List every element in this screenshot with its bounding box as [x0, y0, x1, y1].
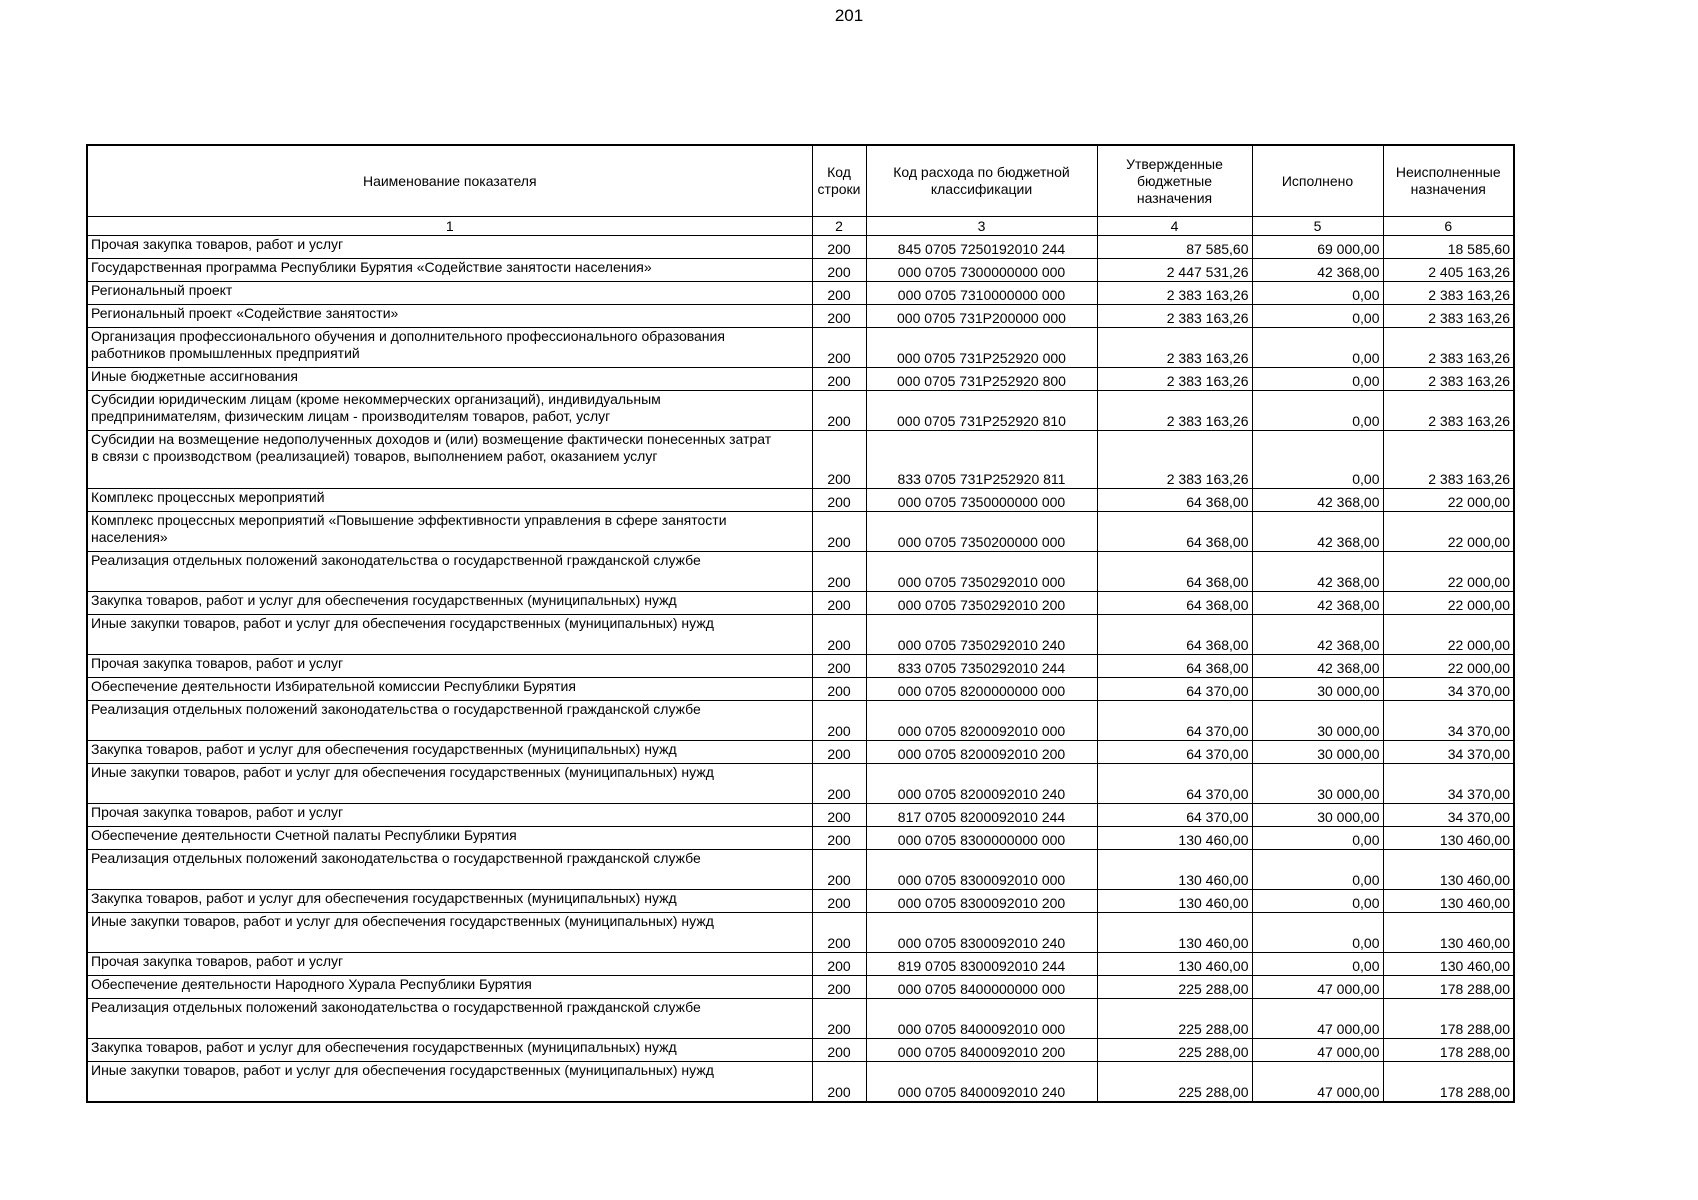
row-class-code: 000 0705 8200092010 000 — [866, 701, 1097, 741]
row-executed: 47 000,00 — [1252, 999, 1383, 1039]
row-approved: 64 370,00 — [1097, 741, 1252, 764]
row-name: Закупка товаров, работ и услуг для обеспечения государственных (муниципальных) нужд — [87, 1039, 812, 1062]
row-approved: 225 288,00 — [1097, 1062, 1252, 1103]
row-approved: 2 383 163,26 — [1097, 431, 1252, 489]
row-class-code: 833 0705 731P252920 811 — [866, 431, 1097, 489]
column-number: 3 — [866, 217, 1097, 236]
row-class-code: 817 0705 8200092010 244 — [866, 804, 1097, 827]
table-row — [87, 976, 1514, 999]
row-line-code: 200 — [812, 489, 866, 512]
row-line-code: 200 — [812, 259, 866, 282]
row-class-code: 000 0705 8200092010 240 — [866, 764, 1097, 804]
row-approved: 2 383 163,26 — [1097, 328, 1252, 368]
row-name: Прочая закупка товаров, работ и услуг — [87, 804, 812, 827]
table-row — [87, 804, 1514, 827]
table-row — [87, 764, 1514, 804]
row-class-code: 000 0705 8400092010 000 — [866, 999, 1097, 1039]
row-approved: 87 585,60 — [1097, 236, 1252, 259]
row-line-code: 200 — [812, 827, 866, 850]
page-number: 201 — [834, 6, 864, 25]
row-class-code: 000 0705 7350000000 000 — [866, 489, 1097, 512]
row-name: Прочая закупка товаров, работ и услуг — [87, 953, 812, 976]
row-approved: 2 383 163,26 — [1097, 282, 1252, 305]
row-class-code: 000 0705 8300092010 240 — [866, 913, 1097, 953]
table-row — [87, 913, 1514, 953]
row-class-code: 000 0705 7350292010 200 — [866, 592, 1097, 615]
row-executed: 42 368,00 — [1252, 512, 1383, 552]
row-class-code: 000 0705 8200000000 000 — [866, 678, 1097, 701]
table-row — [87, 615, 1514, 655]
row-executed: 69 000,00 — [1252, 236, 1383, 259]
row-name: Обеспечение деятельности Счетной палаты Республики Бурятия — [87, 827, 812, 850]
row-name: Региональный проект — [87, 282, 812, 305]
row-name: Иные закупки товаров, работ и услуг для обеспечения государственных (муниципальных) нужд — [87, 913, 812, 953]
row-name: Комплекс процессных мероприятий «Повышение эффективности управления в сфере занятости населения» — [87, 512, 812, 552]
row-line-code: 200 — [812, 368, 866, 391]
row-unexecuted: 130 460,00 — [1383, 827, 1514, 850]
row-executed: 0,00 — [1252, 328, 1383, 368]
table-row — [87, 999, 1514, 1039]
row-approved: 2 447 531,26 — [1097, 259, 1252, 282]
table-row — [87, 489, 1514, 512]
row-class-code: 000 0705 7350292010 240 — [866, 615, 1097, 655]
table-row — [87, 678, 1514, 701]
column-number: 2 — [812, 217, 866, 236]
row-unexecuted: 130 460,00 — [1383, 953, 1514, 976]
row-class-code: 000 0705 731P252920 000 — [866, 328, 1097, 368]
row-approved: 64 368,00 — [1097, 655, 1252, 678]
row-approved: 64 370,00 — [1097, 678, 1252, 701]
row-line-code: 200 — [812, 328, 866, 368]
row-executed: 0,00 — [1252, 431, 1383, 489]
row-approved: 64 370,00 — [1097, 764, 1252, 804]
row-unexecuted: 178 288,00 — [1383, 1062, 1514, 1103]
table-row — [87, 592, 1514, 615]
row-unexecuted: 2 405 163,26 — [1383, 259, 1514, 282]
row-class-code: 819 0705 8300092010 244 — [866, 953, 1097, 976]
table-row — [87, 368, 1514, 391]
column-number: 6 — [1383, 217, 1514, 236]
row-executed: 30 000,00 — [1252, 804, 1383, 827]
row-name: Реализация отдельных положений законодательства о государственной гражданской службе — [87, 552, 812, 592]
row-executed: 47 000,00 — [1252, 1039, 1383, 1062]
row-line-code: 200 — [812, 305, 866, 328]
row-executed: 0,00 — [1252, 305, 1383, 328]
row-executed: 47 000,00 — [1252, 976, 1383, 999]
row-class-code: 000 0705 731P252920 800 — [866, 368, 1097, 391]
table-row — [87, 1039, 1514, 1062]
row-name: Региональный проект «Содействие занятости» — [87, 305, 812, 328]
row-unexecuted: 34 370,00 — [1383, 764, 1514, 804]
table-row — [87, 890, 1514, 913]
row-line-code: 200 — [812, 764, 866, 804]
row-unexecuted: 2 383 163,26 — [1383, 431, 1514, 489]
row-executed: 0,00 — [1252, 368, 1383, 391]
budget-execution-table — [86, 144, 1515, 1103]
row-approved: 130 460,00 — [1097, 953, 1252, 976]
row-line-code: 200 — [812, 850, 866, 890]
row-executed: 0,00 — [1252, 953, 1383, 976]
row-executed: 0,00 — [1252, 890, 1383, 913]
row-name: Обеспечение деятельности Народного Хурала Республики Бурятия — [87, 976, 812, 999]
row-class-code: 000 0705 8300092010 000 — [866, 850, 1097, 890]
row-approved: 64 368,00 — [1097, 592, 1252, 615]
column-number-row — [87, 217, 1514, 236]
row-executed: 0,00 — [1252, 391, 1383, 431]
table-row — [87, 282, 1514, 305]
row-line-code: 200 — [812, 592, 866, 615]
row-executed: 0,00 — [1252, 913, 1383, 953]
row-class-code: 000 0705 8200092010 200 — [866, 741, 1097, 764]
row-unexecuted: 130 460,00 — [1383, 850, 1514, 890]
row-class-code: 000 0705 731P200000 000 — [866, 305, 1097, 328]
row-name: Прочая закупка товаров, работ и услуг — [87, 655, 812, 678]
row-approved: 64 368,00 — [1097, 552, 1252, 592]
row-unexecuted: 18 585,60 — [1383, 236, 1514, 259]
row-unexecuted: 22 000,00 — [1383, 512, 1514, 552]
row-line-code: 200 — [812, 282, 866, 305]
row-line-code: 200 — [812, 431, 866, 489]
row-executed: 0,00 — [1252, 827, 1383, 850]
row-class-code: 000 0705 8400000000 000 — [866, 976, 1097, 999]
row-class-code: 000 0705 7300000000 000 — [866, 259, 1097, 282]
row-line-code: 200 — [812, 1039, 866, 1062]
row-line-code: 200 — [812, 655, 866, 678]
row-approved: 130 460,00 — [1097, 890, 1252, 913]
row-approved: 64 370,00 — [1097, 701, 1252, 741]
table-row — [87, 827, 1514, 850]
row-unexecuted: 22 000,00 — [1383, 592, 1514, 615]
row-unexecuted: 22 000,00 — [1383, 552, 1514, 592]
row-unexecuted: 34 370,00 — [1383, 741, 1514, 764]
row-executed: 47 000,00 — [1252, 1062, 1383, 1103]
row-executed: 0,00 — [1252, 282, 1383, 305]
row-class-code: 000 0705 7310000000 000 — [866, 282, 1097, 305]
row-name: Прочая закупка товаров, работ и услуг — [87, 236, 812, 259]
row-class-code: 000 0705 8400092010 240 — [866, 1062, 1097, 1103]
table-row — [87, 259, 1514, 282]
table-row — [87, 305, 1514, 328]
row-approved: 2 383 163,26 — [1097, 368, 1252, 391]
row-class-code: 833 0705 7350292010 244 — [866, 655, 1097, 678]
row-unexecuted: 2 383 163,26 — [1383, 391, 1514, 431]
header-approved: Утвержденные бюджетные назначения — [1097, 145, 1252, 217]
row-executed: 0,00 — [1252, 850, 1383, 890]
table-row — [87, 701, 1514, 741]
row-line-code: 200 — [812, 615, 866, 655]
row-line-code: 200 — [812, 890, 866, 913]
row-name: Комплекс процессных мероприятий — [87, 489, 812, 512]
table-body — [87, 236, 1514, 1103]
row-class-code: 000 0705 731P252920 810 — [866, 391, 1097, 431]
table-row — [87, 512, 1514, 552]
table-row — [87, 328, 1514, 368]
row-unexecuted: 22 000,00 — [1383, 615, 1514, 655]
row-line-code: 200 — [812, 678, 866, 701]
row-executed: 42 368,00 — [1252, 552, 1383, 592]
row-line-code: 200 — [812, 913, 866, 953]
row-executed: 30 000,00 — [1252, 678, 1383, 701]
row-class-code: 000 0705 7350292010 000 — [866, 552, 1097, 592]
header-executed: Исполнено — [1252, 145, 1383, 217]
table-row — [87, 1062, 1514, 1103]
header-line-code: Код строки — [812, 145, 866, 217]
row-line-code: 200 — [812, 1062, 866, 1103]
row-approved: 225 288,00 — [1097, 976, 1252, 999]
row-class-code: 845 0705 7250192010 244 — [866, 236, 1097, 259]
row-unexecuted: 34 370,00 — [1383, 804, 1514, 827]
row-executed: 42 368,00 — [1252, 615, 1383, 655]
row-executed: 30 000,00 — [1252, 764, 1383, 804]
row-class-code: 000 0705 7350200000 000 — [866, 512, 1097, 552]
row-executed: 30 000,00 — [1252, 741, 1383, 764]
row-unexecuted: 34 370,00 — [1383, 701, 1514, 741]
header-name: Наименование показателя — [87, 145, 812, 217]
row-approved: 130 460,00 — [1097, 850, 1252, 890]
row-unexecuted: 2 383 163,26 — [1383, 368, 1514, 391]
row-approved: 64 370,00 — [1097, 804, 1252, 827]
row-approved: 64 368,00 — [1097, 615, 1252, 655]
row-unexecuted: 22 000,00 — [1383, 489, 1514, 512]
row-line-code: 200 — [812, 999, 866, 1039]
table-row — [87, 391, 1514, 431]
row-line-code: 200 — [812, 236, 866, 259]
row-name: Реализация отдельных положений законодательства о государственной гражданской службе — [87, 850, 812, 890]
table-row — [87, 236, 1514, 259]
row-name: Закупка товаров, работ и услуг для обеспечения государственных (муниципальных) нужд — [87, 890, 812, 913]
column-number: 5 — [1252, 217, 1383, 236]
row-unexecuted: 2 383 163,26 — [1383, 305, 1514, 328]
row-approved: 2 383 163,26 — [1097, 305, 1252, 328]
row-executed: 42 368,00 — [1252, 489, 1383, 512]
column-number: 1 — [87, 217, 812, 236]
row-name: Иные закупки товаров, работ и услуг для обеспечения государственных (муниципальных) нужд — [87, 1062, 812, 1103]
row-class-code: 000 0705 8400092010 200 — [866, 1039, 1097, 1062]
table-row — [87, 953, 1514, 976]
row-line-code: 200 — [812, 701, 866, 741]
header-unexecuted: Неисполненные назначения — [1383, 145, 1514, 217]
table-row — [87, 552, 1514, 592]
row-line-code: 200 — [812, 391, 866, 431]
row-approved: 2 383 163,26 — [1097, 391, 1252, 431]
row-unexecuted: 2 383 163,26 — [1383, 282, 1514, 305]
row-approved: 130 460,00 — [1097, 913, 1252, 953]
row-name: Иные закупки товаров, работ и услуг для обеспечения государственных (муниципальных) нужд — [87, 764, 812, 804]
row-line-code: 200 — [812, 552, 866, 592]
row-line-code: 200 — [812, 976, 866, 999]
row-name: Субсидии юридическим лицам (кроме некоммерческих организаций), индивидуальным предпринимателям, физическим лицам - производителям товаров, работ, услуг — [87, 391, 812, 431]
row-unexecuted: 34 370,00 — [1383, 678, 1514, 701]
table-row — [87, 655, 1514, 678]
row-name: Иные бюджетные ассигнования — [87, 368, 812, 391]
row-unexecuted: 130 460,00 — [1383, 890, 1514, 913]
table-row — [87, 850, 1514, 890]
row-unexecuted: 178 288,00 — [1383, 976, 1514, 999]
row-line-code: 200 — [812, 741, 866, 764]
row-name: Закупка товаров, работ и услуг для обеспечения государственных (муниципальных) нужд — [87, 592, 812, 615]
row-approved: 64 368,00 — [1097, 512, 1252, 552]
row-name: Организация профессионального обучения и дополнительного профессионального образования работников промышленных предприятий — [87, 328, 812, 368]
row-unexecuted: 2 383 163,26 — [1383, 328, 1514, 368]
row-line-code: 200 — [812, 804, 866, 827]
row-unexecuted: 178 288,00 — [1383, 999, 1514, 1039]
row-class-code: 000 0705 8300092010 200 — [866, 890, 1097, 913]
row-name: Субсидии на возмещение недополученных доходов и (или) возмещение фактически понесенных затрат в связи с производством (реализацией) товаров, выполнением работ, оказанием услуг — [87, 431, 812, 489]
row-unexecuted: 178 288,00 — [1383, 1039, 1514, 1062]
row-executed: 42 368,00 — [1252, 592, 1383, 615]
row-line-code: 200 — [812, 512, 866, 552]
row-approved: 225 288,00 — [1097, 1039, 1252, 1062]
row-executed: 30 000,00 — [1252, 701, 1383, 741]
row-name: Реализация отдельных положений законодательства о государственной гражданской службе — [87, 999, 812, 1039]
table-row — [87, 741, 1514, 764]
row-approved: 130 460,00 — [1097, 827, 1252, 850]
row-approved: 225 288,00 — [1097, 999, 1252, 1039]
row-unexecuted: 22 000,00 — [1383, 655, 1514, 678]
row-class-code: 000 0705 8300000000 000 — [866, 827, 1097, 850]
row-name: Реализация отдельных положений законодательства о государственной гражданской службе — [87, 701, 812, 741]
row-line-code: 200 — [812, 953, 866, 976]
row-unexecuted: 130 460,00 — [1383, 913, 1514, 953]
row-name: Закупка товаров, работ и услуг для обеспечения государственных (муниципальных) нужд — [87, 741, 812, 764]
table-header-row — [87, 145, 1514, 217]
table-row — [87, 431, 1514, 489]
row-name: Государственная программа Республики Бурятия «Содействие занятости населения» — [87, 259, 812, 282]
row-name: Обеспечение деятельности Избирательной комиссии Республики Бурятия — [87, 678, 812, 701]
column-number: 4 — [1097, 217, 1252, 236]
row-executed: 42 368,00 — [1252, 655, 1383, 678]
row-executed: 42 368,00 — [1252, 259, 1383, 282]
row-name: Иные закупки товаров, работ и услуг для обеспечения государственных (муниципальных) нужд — [87, 615, 812, 655]
header-class-code: Код расхода по бюджетной классификации — [866, 145, 1097, 217]
row-approved: 64 368,00 — [1097, 489, 1252, 512]
